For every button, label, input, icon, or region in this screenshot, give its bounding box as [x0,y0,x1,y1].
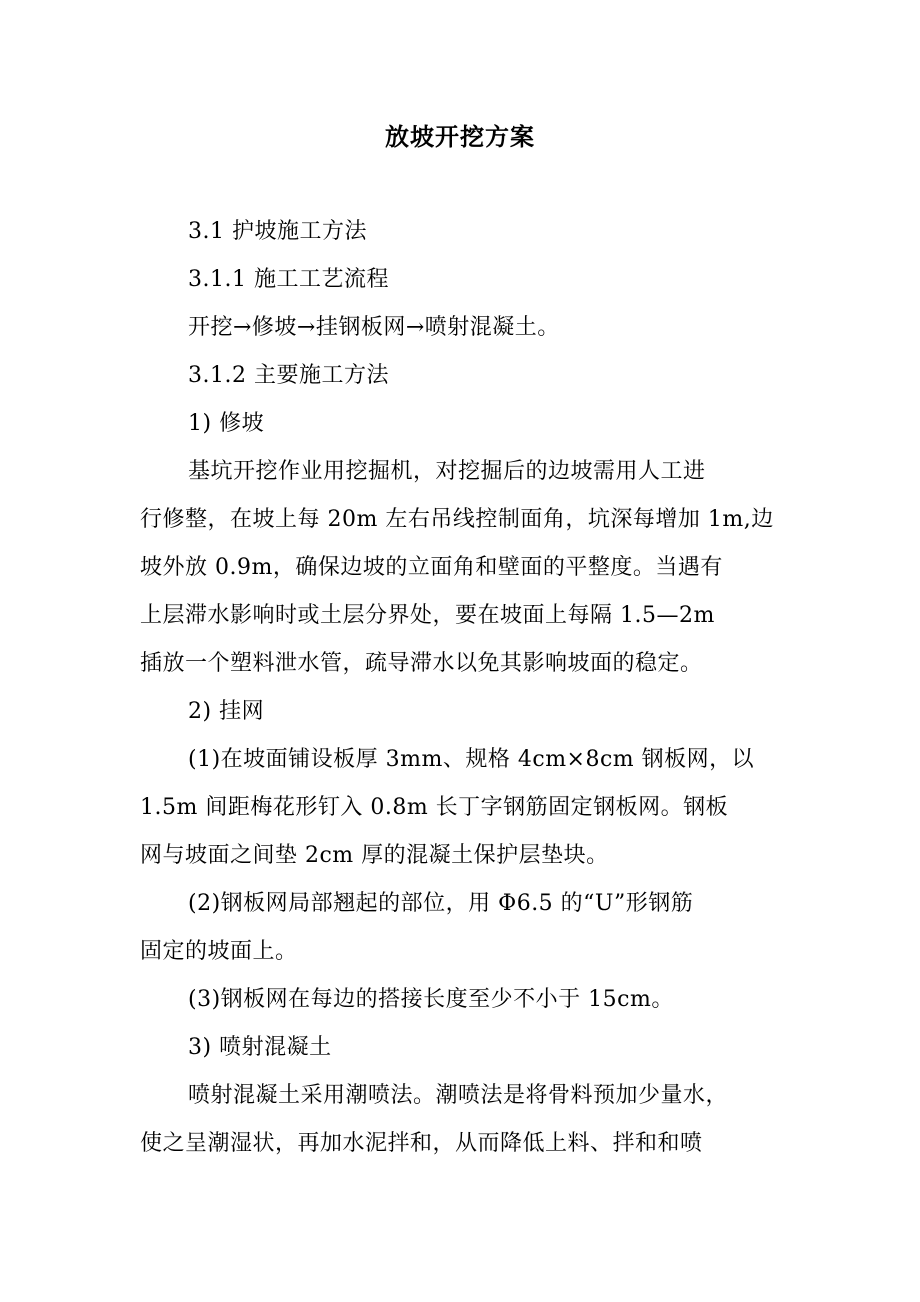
section-heading-3-1-2: 3.1.2 主要施工方法 [188,363,389,388]
paragraph-line: 1.5m 间距梅花形钉入 0.8m 长丁字钢筋固定钢板网。钢板 [140,795,729,820]
section-heading-3-1: 3.1 护坡施工方法 [188,219,367,244]
section-heading-3-1-1: 3.1.1 施工工艺流程 [188,267,389,292]
paragraph-line: 上层滞水影响时或土层分界处，要在坡面上每隔 1.5—2m [140,603,715,628]
paragraph-line: 基坑开挖作业用挖掘机，对挖掘后的边坡需用人工进 [188,459,706,484]
process-flow-text: 开挖→修坡→挂钢板网→喷射混凝土。 [188,315,560,340]
subheading-shotcrete: 3) 喷射混凝土 [188,1035,332,1060]
subheading-slope-trimming: 1) 修坡 [188,411,265,436]
paragraph-line: 使之呈潮湿状，再加水泥拌和，从而降低上料、拌和和喷 [140,1131,703,1156]
paragraph-line: 行修整，在坡上每 20m 左右吊线控制面角，坑深每增加 1m,边 [140,507,774,532]
paragraph-line: (2)钢板网局部翘起的部位，用 Φ6.5 的“U”形钢筋 [188,891,694,916]
paragraph-line: 网与坡面之间垫 2cm 厚的混凝土保护层垫块。 [140,843,609,868]
paragraph-line: 固定的坡面上。 [140,939,298,964]
paragraph-line: 插放一个塑料泄水管，疏导滞水以免其影响坡面的稳定。 [140,651,703,676]
paragraph-line: (1)在坡面铺设板厚 3mm、规格 4cm×8cm 钢板网，以 [188,747,755,772]
paragraph-line: (3)钢板网在每边的搭接长度至少不小于 15cm。 [188,987,674,1012]
subheading-hanging-mesh: 2) 挂网 [188,699,265,724]
paragraph-line: 喷射混凝土采用潮喷法。潮喷法是将骨料预加少量水， [188,1083,729,1108]
page-title: 放坡开挖方案 [385,123,535,151]
paragraph-line: 坡外放 0.9m，确保边坡的立面角和壁面的平整度。当遇有 [140,555,723,580]
